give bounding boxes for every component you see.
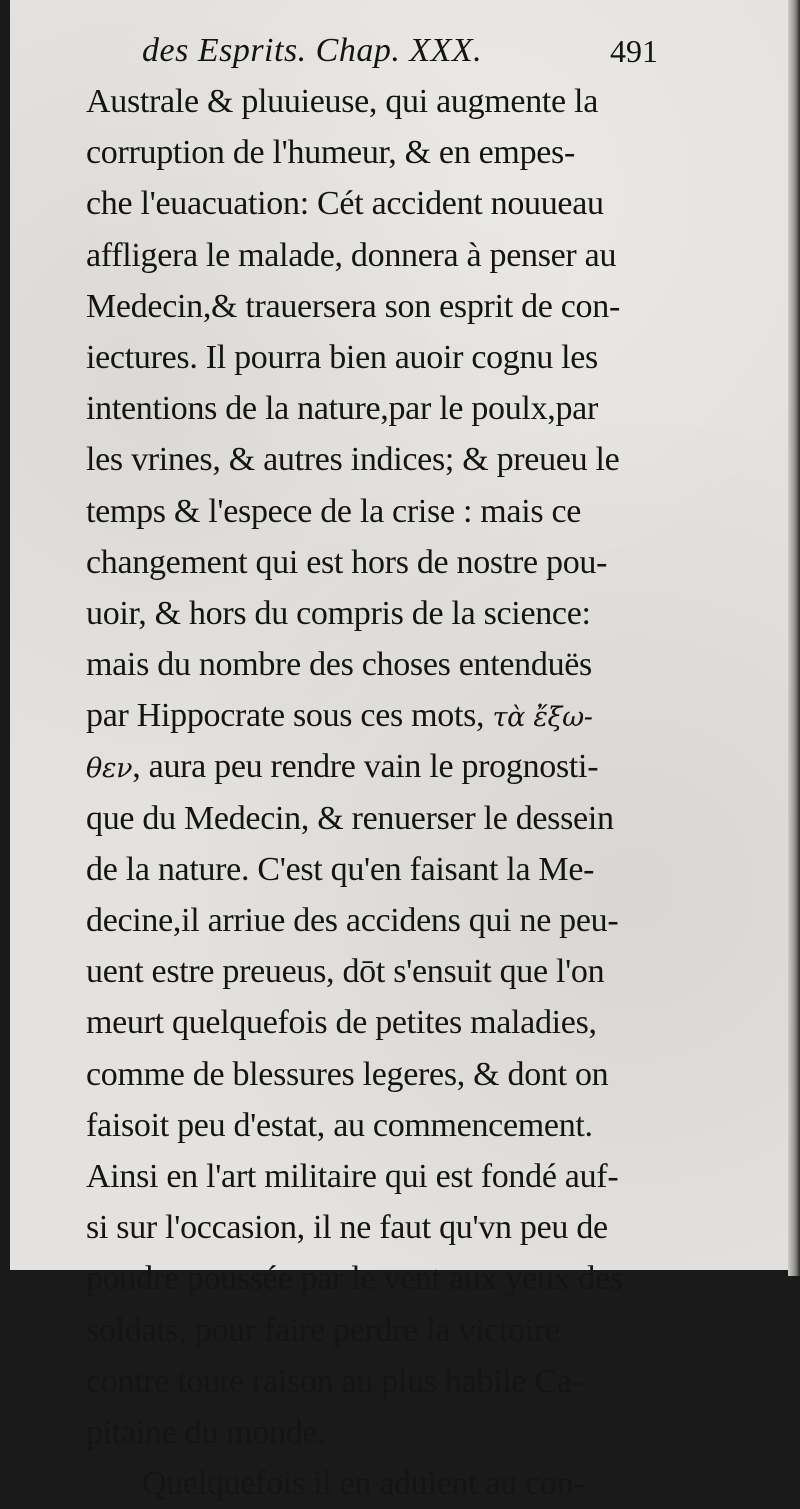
- greek-phrase: θεν: [86, 753, 133, 785]
- text-line: affligera le malade, donnera à penser au: [86, 236, 617, 274]
- text-line: pitaine du monde.: [86, 1413, 326, 1451]
- text-line: uoir, & hors du compris de la science:: [86, 594, 591, 632]
- text-line: poudre poussée par le vent aux yeux des: [86, 1260, 623, 1298]
- text-line: temps & l'espece de la crise : mais ce: [86, 492, 582, 530]
- text-line: Australe & pluuieuse, qui augmente la: [86, 83, 598, 120]
- text-line: mais du nombre des choses entenduës: [86, 646, 592, 684]
- text-line: changement qui est hors de nostre pou-: [86, 543, 608, 581]
- paragraph-start-line: Quelquefois il en aduient au con-: [142, 1465, 585, 1503]
- text-line: uent estre preueus, dōt s'ensuit que l'on: [86, 953, 605, 991]
- book-page: [10, 0, 788, 1503]
- text-line: decine,il arriue des accidens qui ne peu-: [86, 902, 619, 939]
- text-line: [86, 690, 658, 741]
- text-segment: , aura peu rendre vain le prognosti-: [132, 748, 599, 786]
- page-number: 491: [610, 33, 658, 69]
- text-line: faisoit peu d'estat, au commencement.: [86, 1106, 593, 1144]
- text-line: Ainsi en l'art militaire qui est fondé auf-: [86, 1157, 619, 1195]
- text-line: intentions de la nature,par le poulx,par: [86, 390, 598, 428]
- text-segment: par Hippocrate sous ces mots,: [86, 697, 485, 735]
- text-line: que du Medecin, & renuerser le dessein: [86, 799, 614, 837]
- text-block: [86, 26, 658, 1509]
- running-title: des Esprits. Chap. XXX.: [142, 32, 483, 69]
- text-line: che l'euacuation: Cét accident nouueau: [86, 185, 604, 223]
- text-line: comme de blessures legeres, & dont on: [86, 1055, 609, 1093]
- greek-phrase: τὰ ἔξω-: [492, 702, 593, 734]
- running-head: [86, 26, 658, 76]
- text-line: si sur l'occasion, il ne faut qu'vn peu de: [86, 1209, 608, 1247]
- text-line: [86, 741, 658, 792]
- text-line: les vrines, & autres indices; & preueu le: [86, 441, 620, 479]
- text-line: iectures. Il pourra bien auoir cognu les: [86, 338, 598, 376]
- text-line: Medecin,& trauersera son esprit de con-: [86, 287, 620, 325]
- text-line: soldats, pour faire perdre la victoire: [86, 1311, 560, 1349]
- text-line: contre toute raison au plus habile Ca-: [86, 1362, 583, 1400]
- text-line: de la nature. C'est qu'en faisant la Me-: [86, 850, 595, 888]
- page-edge-shadow: [788, 0, 800, 1276]
- text-line: corruption de l'humeur, & en empes-: [86, 134, 576, 172]
- text-line: meurt quelquefois de petites maladies,: [86, 1004, 597, 1042]
